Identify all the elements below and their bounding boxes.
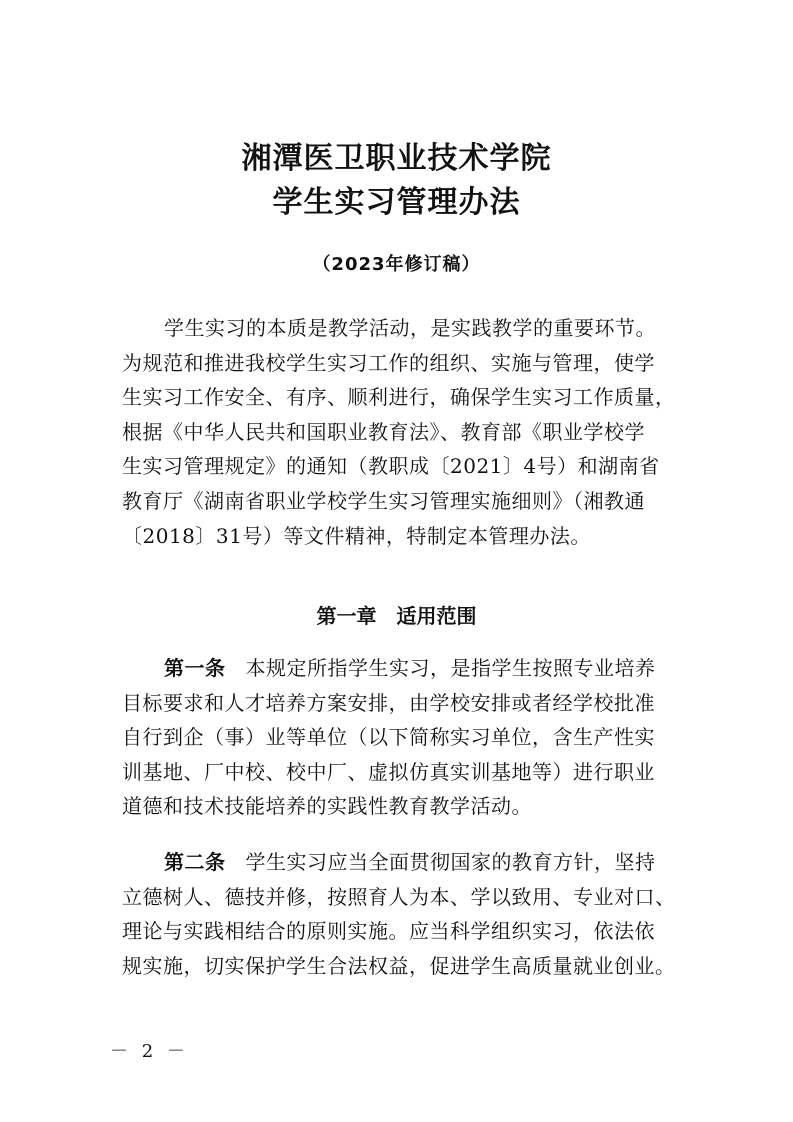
document-title-line2: 学生实习管理办法 bbox=[272, 185, 521, 220]
document-subtitle: （2023年修订稿） bbox=[312, 254, 481, 275]
article-2-label: 第二条 bbox=[164, 850, 226, 874]
chapter-heading: 第一章 适用范围 bbox=[316, 604, 477, 628]
article-2-line: 立德树人、德技并修，按照育人为本、学以致用、专业对口、 bbox=[122, 884, 676, 909]
article-1-first-line bbox=[122, 651, 674, 686]
article-1-paragraph bbox=[122, 651, 674, 824]
page-number: － 2 － bbox=[110, 1041, 189, 1062]
article-1-line: 自行到企（事）业等单位（以下简称实习单位，含生产性实 bbox=[122, 725, 655, 750]
article-1-label: 第一条 bbox=[164, 656, 226, 680]
intro-paragraph bbox=[122, 311, 674, 553]
intro-line: 〔2018〕31号）等文件精神，特制定本管理办法。 bbox=[122, 523, 591, 548]
article-1-first-text: 本规定所指学生实习，是指学生按照专业培养 bbox=[245, 656, 656, 680]
intro-line: 学生实习的本质是教学活动，是实践教学的重要环节。 bbox=[164, 316, 656, 340]
article-2-paragraph bbox=[122, 845, 674, 983]
document-title-line1: 湘潭医卫职业技术学院 bbox=[241, 141, 552, 176]
intro-line: 生实习管理规定》的通知（教职成〔2021〕4号）和湖南省 bbox=[122, 454, 660, 479]
article-2-first-text: 学生实习应当全面贯彻国家的教育方针，坚持 bbox=[245, 850, 656, 874]
article-2-first-line bbox=[122, 845, 674, 880]
article-2-line: 理论与实践相结合的原则实施。应当科学组织实习，依法依 bbox=[122, 919, 655, 944]
article-2-line: 规实施，切实保护学生合法权益，促进学生高质量就业创业。 bbox=[122, 953, 676, 978]
article-1-line: 道德和技术技能培养的实践性教育教学活动。 bbox=[122, 794, 532, 819]
intro-line: 根据《中华人民共和国职业教育法》、教育部《职业学校学 bbox=[122, 419, 645, 444]
intro-line: 生实习工作安全、有序、顺利进行，确保学生实习工作质量， bbox=[122, 385, 676, 410]
intro-line: 教育厅《湖南省职业学校学生实习管理实施细则》（湘教通 bbox=[122, 488, 645, 513]
intro-line: 为规范和推进我校学生实习工作的组织、实施与管理，使学 bbox=[122, 350, 655, 375]
article-1-line: 训基地、厂中校、校中厂、虚拟仿真实训基地等）进行职业 bbox=[122, 759, 655, 784]
article-1-line: 目标要求和人才培养方案安排，由学校安排或者经学校批准 bbox=[122, 690, 655, 715]
